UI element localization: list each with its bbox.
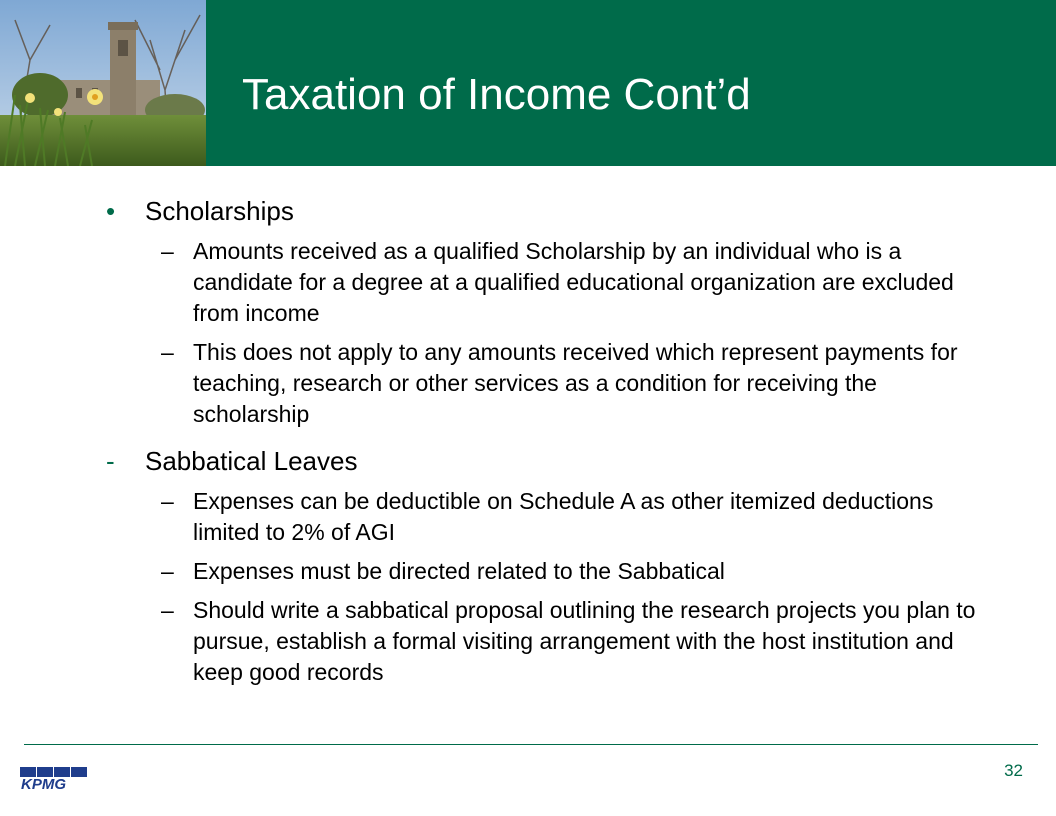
- title-bar: [206, 0, 1056, 166]
- sub-bullet: [104, 486, 993, 548]
- campus-photo: [0, 0, 206, 166]
- sub-bullet: [104, 236, 993, 329]
- sub-bullet: [104, 595, 993, 688]
- sub-bullet-text: Amounts received as a qualified Scholarship by an individual who is a candidate for a degree at a qualified educational organization are excluded from income: [193, 238, 954, 326]
- sub-bullet-marker: –: [161, 238, 174, 264]
- sub-bullet-text: Should write a sabbatical proposal outlining the research projects you plan to pursue, establish a formal visiting arrangement with the host institution and keep good records: [193, 597, 976, 685]
- sub-bullet-text: Expenses must be directed related to the Sabbatical: [193, 558, 725, 584]
- sub-bullet-text: This does not apply to any amounts received which represent payments for teaching, research or other services as a condition for receiving the scholarship: [193, 339, 958, 427]
- kpmg-logo: [20, 767, 88, 791]
- sub-bullet-marker: –: [161, 597, 174, 623]
- bullet-heading: Sabbatical Leaves: [145, 446, 358, 476]
- svg-text:KPMG: KPMG: [21, 776, 66, 791]
- page-number: 32: [1004, 761, 1023, 780]
- bullet-marker: -: [106, 446, 115, 476]
- bullet-sabbatical-leaves: [104, 442, 1004, 480]
- bullet-heading: Scholarships: [145, 196, 294, 226]
- bullet-marker: •: [106, 196, 116, 226]
- sub-bullet-marker: –: [161, 339, 174, 365]
- slide-content: [104, 192, 1004, 688]
- footer-divider: [24, 744, 1038, 745]
- sub-bullet-marker: –: [161, 488, 174, 514]
- slide-title: Taxation of Income Cont’d: [242, 70, 751, 119]
- sub-bullet: [104, 337, 993, 430]
- sub-bullet-text: Expenses can be deductible on Schedule A as other itemized deductions limited to 2% of AGI: [193, 488, 934, 545]
- sub-bullet-marker: –: [161, 558, 174, 584]
- sub-bullet: [104, 556, 993, 587]
- bullet-scholarships: [104, 192, 1004, 230]
